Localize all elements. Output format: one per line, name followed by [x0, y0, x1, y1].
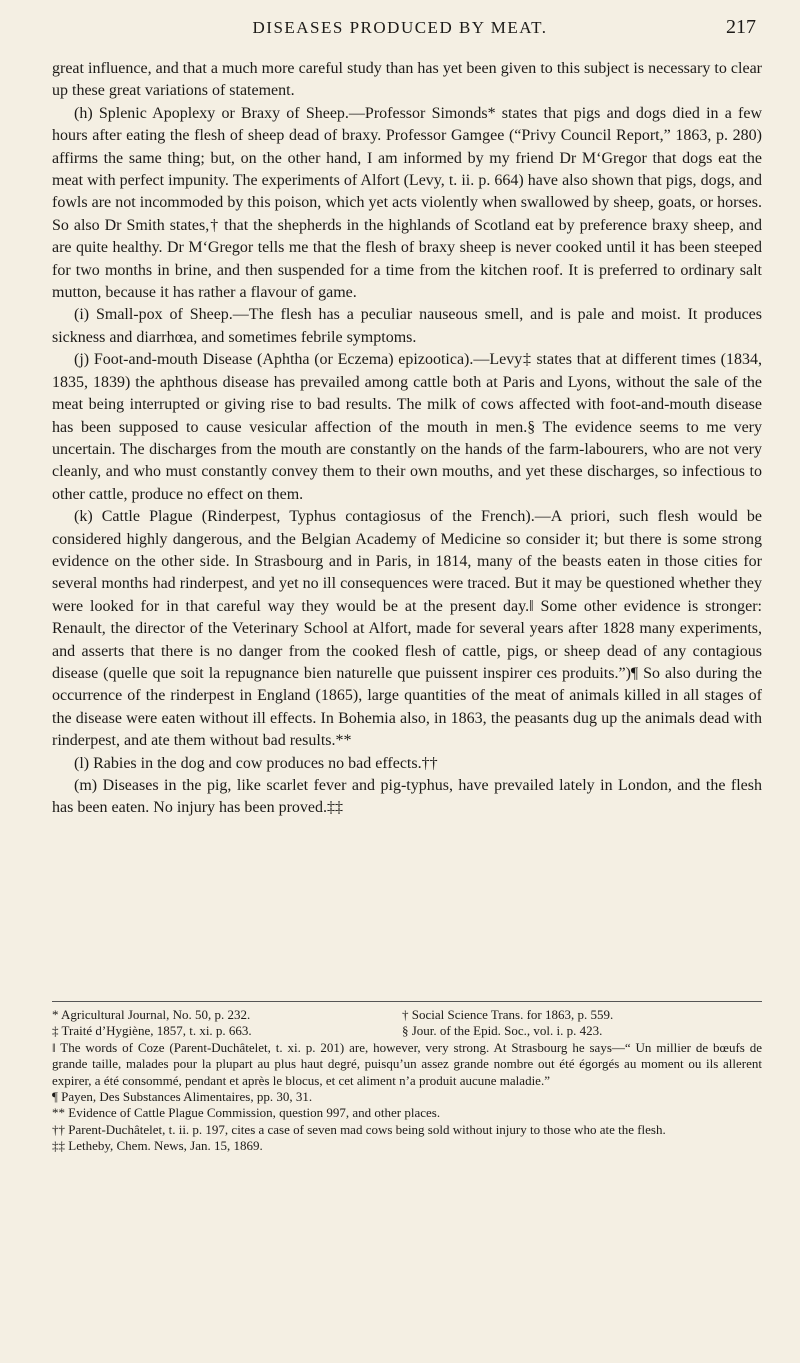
footnote: ¶ Payen, Des Substances Alimentaires, pp. 30, 31.: [52, 1089, 313, 1105]
running-head: DISEASES PRODUCED BY MEAT.: [252, 18, 548, 37]
footnote: ‡ Traité d’Hygiène, 1857, t. xi. p. 663.: [52, 1023, 252, 1039]
footnote: * Agricultural Journal, No. 50, p. 232.: [52, 1007, 251, 1022]
footnote-row: [52, 1007, 762, 1023]
paragraph-rabies: (l) Rabies in the dog and cow produces no bad effects.††: [74, 754, 438, 772]
paragraph-pig-diseases: (m) Diseases in the pig, like scarlet fever and pig-typhus, have prevailed lately in London, and the flesh has been eaten. No injury has been proved.‡‡: [52, 777, 762, 817]
footnote: ‖ The words of Coze (Parent-Duchâtelet, t. xi. p. 201) are, however, very strong. At Strasbourg he says—“ Un millier de bœufs de grande taille, malades pour la plupart au plus haut degré, puisqu’un assez grande nombre out été égorgés au moment ou ils allerent expirer, a été consommé, pendant et après le blocus, et cet aliment n’a produit aucune maladie.”: [52, 1039, 762, 1088]
footnote: †† Parent-Duchâtelet, t. ii. p. 197, cites a case of seven mad cows being sold without injury to those who ate the flesh.: [52, 1121, 666, 1137]
paragraph-continuation: great influence, and that a much more careful study than has yet been given to this subject is necessary to clear up these great variations of statement.: [52, 60, 762, 100]
footnotes: [52, 1007, 762, 1155]
body-text: [52, 58, 762, 820]
footnote: † Social Science Trans. for 1863, p. 559.: [402, 1007, 614, 1022]
footnote-row: [52, 1023, 762, 1039]
paragraph-small-pox: (i) Small-pox of Sheep.—The flesh has a peculiar nauseous smell, and is pale and moist. It produces sickness and diarrhœa, and sometimes febrile symptoms.: [52, 306, 762, 346]
footnote: ** Evidence of Cattle Plague Commission, question 997, and other places.: [52, 1105, 441, 1121]
page-number: 217: [726, 16, 756, 38]
paragraph-splenic-apoplexy: (h) Splenic Apoplexy or Braxy of Sheep.—Professor Simonds* states that pigs and dogs died in a few hours after eating the flesh of sheep dead of braxy. Professor Gamgee (“Privy Council Report,” 1863, p. 280) affirms the same thing; but, on the other hand, I am informed by my friend Dr M‘Gregor that dogs eat the meat with perfect impunity. The experiments of Alfort (Levy, t. ii. p. 664) have also shown that pigs, dogs, and fowls are not incommoded by this poison, which yet acts violently when swallowed by sheep, goats, or horses. So also Dr Smith states,† that the shepherds in the highlands of Scotland eat by preference braxy sheep, and are quite healthy. Dr M‘Gregor tells me that the flesh of braxy sheep is never cooked until it has been steeped for two months in brine, and then suspended for a time from the kitchen roof. It is preferred to ordinary salt mutton, because it has rather a flavour of game.: [52, 104, 762, 302]
footnote: ‡‡ Letheby, Chem. News, Jan. 15, 1869.: [52, 1138, 263, 1154]
paragraph-foot-and-mouth: (j) Foot-and-mouth Disease (Aphtha (or Eczema) epizootica).—Levy‡ states that at different times (1834, 1835, 1839) the aphthous disease has prevailed among cattle both at Paris and Lyons, without the sale of the meat being interrupted or giving rise to bad results. The milk of cows affected with foot-and-mouth disease has been supposed to cause vesicular affection of the mouth in men.§ The evidence seems to me very uncertain. The discharges from the mouth are constantly on the hands of the farm-labourers, who are not very cleanly, and who must constantly convey them to their own mouths, and yet these discharges, so infectious to other cattle, produce no effect on them.: [52, 351, 762, 503]
footnote-divider: [52, 1001, 762, 1002]
paragraph-cattle-plague: (k) Cattle Plague (Rinderpest, Typhus contagiosus of the French).—A priori, such flesh would be considered highly dangerous, and the Belgian Academy of Medicine so consider it; but there is some strong evidence on the other side. In Strasbourg and in Paris, in 1814, many of the beasts eaten in those cities for several months had rinderpest, and yet no ill consequences were traced. But it may be questioned whether they were looked for in that careful way they would be at the present day.‖ Some other evidence is stronger: Renault, the director of the Veterinary School at Alfort, made for several years after 1828 many experiments, and asserts that there is no danger from the cooked flesh of cattle, pigs, or sheep dead of any contagious disease (quelle que soit la repugnance bien naturelle que puissent inspirer ces produits.”)¶ So also during the occurrence of the rinderpest in England (1865), large quantities of the meat of animals killed in all stages of the disease were eaten without ill effects. In Bohemia also, in 1863, the peasants dug up the animals dead with rinderpest, and ate them without bad results.**: [52, 508, 762, 750]
page-header: [0, 12, 800, 46]
footnote: § Jour. of the Epid. Soc., vol. i. p. 423.: [402, 1023, 603, 1039]
